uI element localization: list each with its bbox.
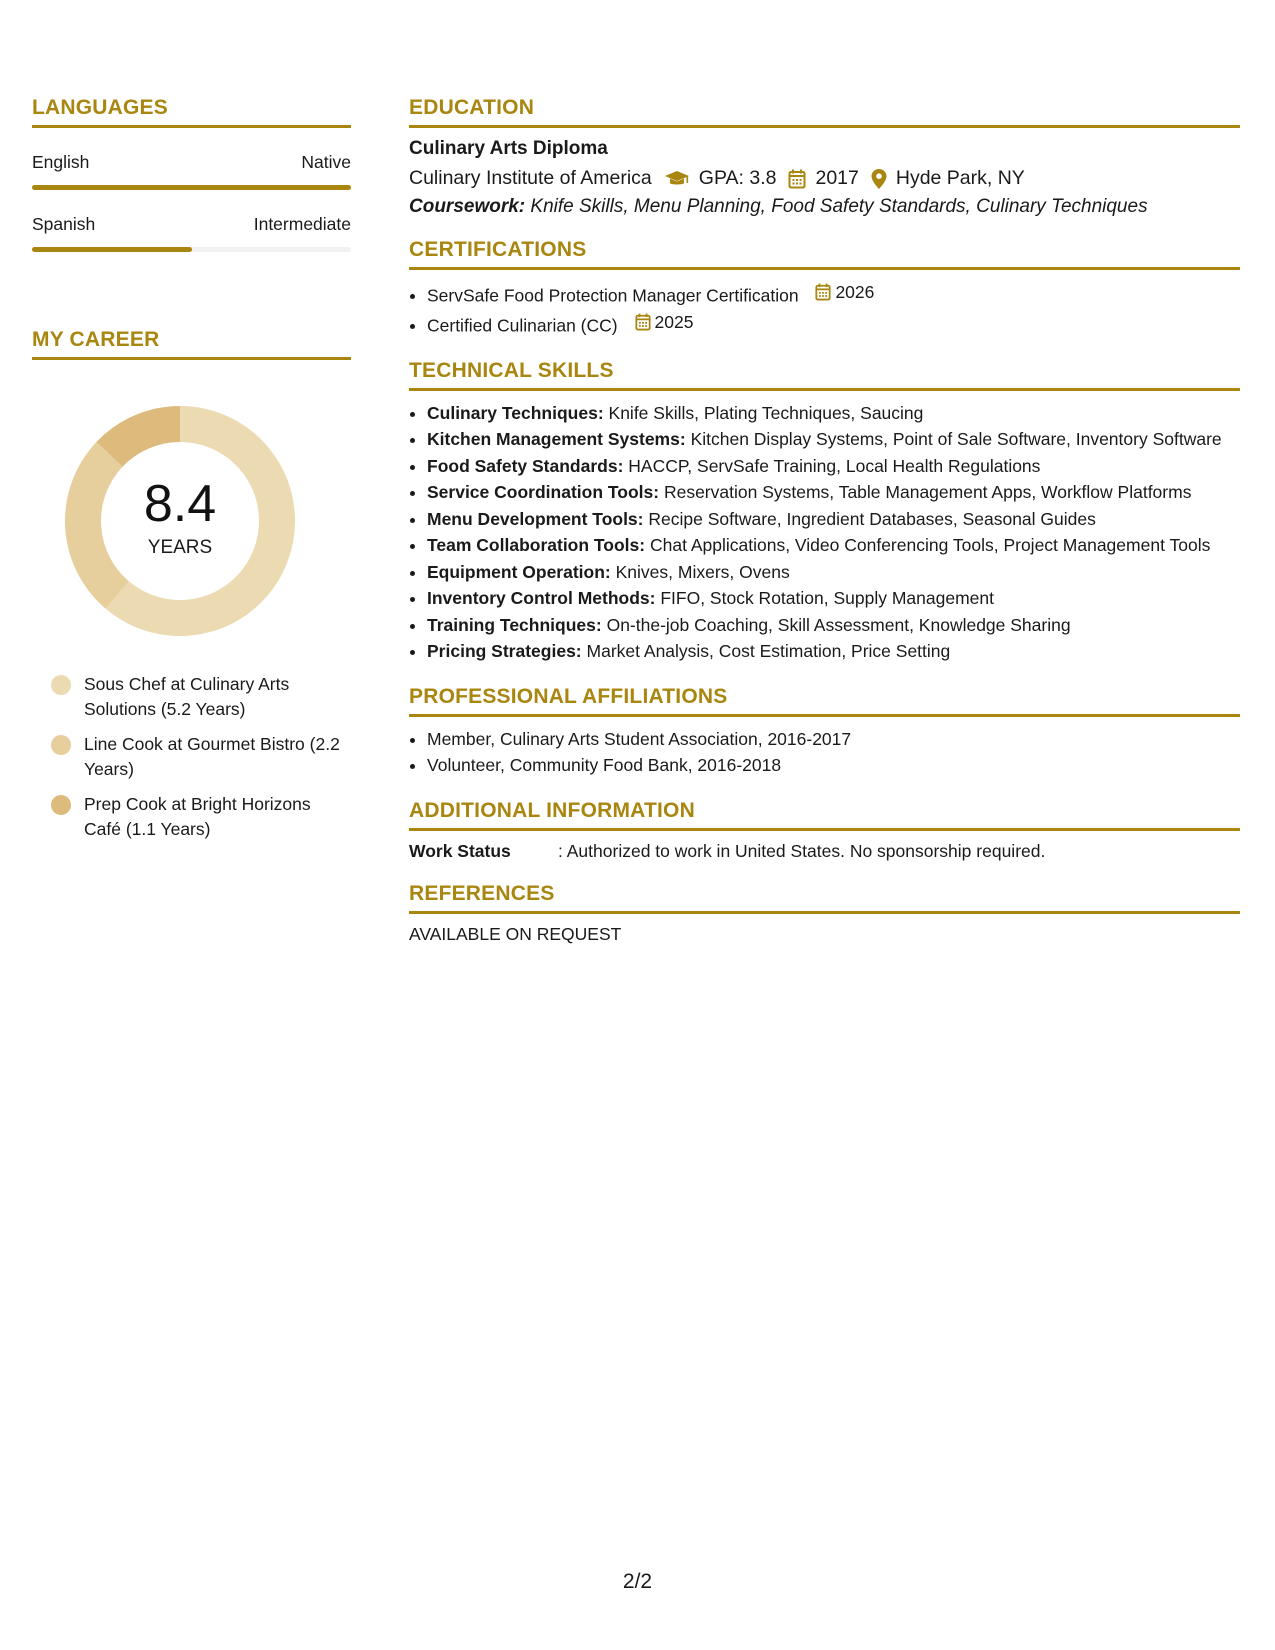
technical-skills-list — [409, 400, 1240, 665]
language-level: Native — [301, 152, 351, 172]
education-details — [409, 167, 1240, 190]
language-level-bar — [32, 247, 351, 252]
list-item — [427, 532, 1240, 559]
list-item — [427, 506, 1240, 533]
list-item — [427, 309, 1240, 339]
list-item — [427, 638, 1240, 665]
legend-dot-icon — [51, 795, 71, 815]
career-total-unit: YEARS — [147, 537, 213, 558]
skill-value: HACCP, ServSafe Training, Local Health Regulations — [628, 455, 1041, 476]
skill-label: Inventory Control Methods: — [427, 588, 656, 608]
education-location: Hyde Park, NY — [895, 167, 1025, 189]
education-year: 2017 — [815, 167, 859, 189]
skill-value: Kitchen Display Systems, Point of Sale Software, Inventory Software — [690, 429, 1222, 449]
career-legend-item — [51, 732, 351, 782]
skill-value: Reservation Systems, Table Management Apps, Workflow Platforms — [663, 482, 1192, 502]
career-donut-chart — [65, 406, 295, 636]
skill-value: Knives, Mixers, Ovens — [615, 561, 790, 582]
career-legend-label: Prep Cook at Bright Horizons Café (1.1 Years) — [84, 794, 311, 839]
list-item — [427, 400, 1240, 427]
work-status-row — [409, 841, 1240, 862]
right-column — [409, 96, 1240, 945]
skill-value: Chat Applications, Video Conferencing Tools, Project Management Tools — [649, 535, 1211, 555]
skill-label: Equipment Operation: — [427, 561, 611, 582]
career-heading: MY CAREER — [32, 328, 351, 360]
calendar-icon — [635, 313, 651, 331]
left-column — [32, 96, 351, 842]
list-item — [427, 559, 1240, 586]
skill-value: FIFO, Stock Rotation, Supply Management — [660, 588, 994, 608]
affiliations-heading: PROFESSIONAL AFFILIATIONS — [409, 685, 1240, 717]
skill-label: Pricing Strategies: — [427, 641, 582, 661]
career-legend-label: Sous Chef at Culinary Arts Solutions (5.2 Years) — [84, 674, 290, 719]
list-item: • Member, Culinary Arts Student Association, 2016-2017 — [427, 726, 1240, 753]
languages-heading: LANGUAGES — [32, 96, 351, 128]
coursework-label: Coursework: — [409, 196, 526, 217]
graduation-cap-icon — [664, 170, 690, 188]
list-item — [427, 612, 1240, 639]
skill-label: Service Coordination Tools: — [427, 482, 660, 502]
list-item — [427, 426, 1240, 453]
language-name: English — [32, 152, 90, 172]
career-legend-item — [51, 792, 351, 842]
skill-label: Food Safety Standards: — [427, 455, 624, 476]
coursework-list: Knife Skills, Menu Planning, Food Safety Standards, Culinary Techniques — [530, 196, 1148, 217]
career-legend-label: Line Cook at Gourmet Bistro (2.2 Years) — [84, 734, 340, 779]
legend-dot-icon — [51, 675, 71, 695]
career-total-years: 8.4 — [143, 475, 217, 533]
list-item — [427, 453, 1240, 480]
page-number: 2/2 — [622, 1570, 653, 1593]
additional-info-heading: ADDITIONAL INFORMATION — [409, 799, 1240, 831]
certification-name: Certified Culinarian (CC) — [427, 315, 618, 335]
work-status-value: : Authorized to work in United States. No sponsorship required. — [558, 840, 1046, 861]
skill-label: Training Techniques: — [427, 614, 602, 635]
education-heading: EDUCATION — [409, 96, 1240, 128]
skill-label: Kitchen Management Systems: — [427, 429, 686, 449]
skill-value: Recipe Software, Ingredient Databases, Seasonal Guides — [648, 508, 1096, 529]
language-item — [32, 214, 351, 252]
legend-dot-icon — [51, 735, 71, 755]
work-status-label: Work Status — [409, 840, 511, 861]
skill-value: Knife Skills, Plating Techniques, Saucing — [608, 402, 924, 423]
certification-year: 2025 — [654, 311, 694, 332]
calendar-icon — [815, 283, 831, 301]
references-text: AVAILABLE ON REQUEST — [409, 923, 622, 944]
list-item — [427, 479, 1240, 506]
language-level-bar — [32, 185, 351, 190]
calendar-icon — [788, 169, 806, 189]
education-gpa: GPA: 3.8 — [698, 167, 777, 189]
education-coursework — [409, 196, 1240, 218]
skill-value: On-the-job Coaching, Skill Assessment, Knowledge Sharing — [606, 614, 1071, 635]
language-list — [32, 152, 351, 252]
language-level-fill — [32, 247, 192, 252]
language-name: Spanish — [32, 214, 96, 234]
references-heading: REFERENCES — [409, 882, 1240, 914]
language-level: Intermediate — [253, 214, 351, 234]
list-item — [427, 279, 1240, 309]
list-item — [427, 585, 1240, 612]
certifications-heading: CERTIFICATIONS — [409, 238, 1240, 270]
skill-value: Market Analysis, Cost Estimation, Price Setting — [586, 641, 951, 661]
language-item — [32, 152, 351, 190]
education-degree: Culinary Arts Diploma — [409, 138, 608, 159]
career-legend-item — [51, 672, 351, 722]
list-item: • Volunteer, Community Food Bank, 2016-2018 — [427, 752, 1240, 779]
technical-skills-heading: TECHNICAL SKILLS — [409, 359, 1240, 391]
education-school: Culinary Institute of America — [409, 167, 652, 189]
affiliations-list — [409, 726, 1240, 779]
career-legend — [32, 672, 351, 842]
skill-label: Team Collaboration Tools: — [427, 535, 646, 555]
skill-label: Menu Development Tools: — [427, 508, 644, 529]
location-pin-icon — [871, 169, 887, 189]
certification-name: ServSafe Food Protection Manager Certification — [427, 285, 799, 306]
certification-year: 2026 — [835, 282, 875, 302]
skill-label: Culinary Techniques: — [427, 402, 604, 423]
certifications-list — [409, 279, 1240, 339]
language-level-fill — [32, 185, 351, 190]
